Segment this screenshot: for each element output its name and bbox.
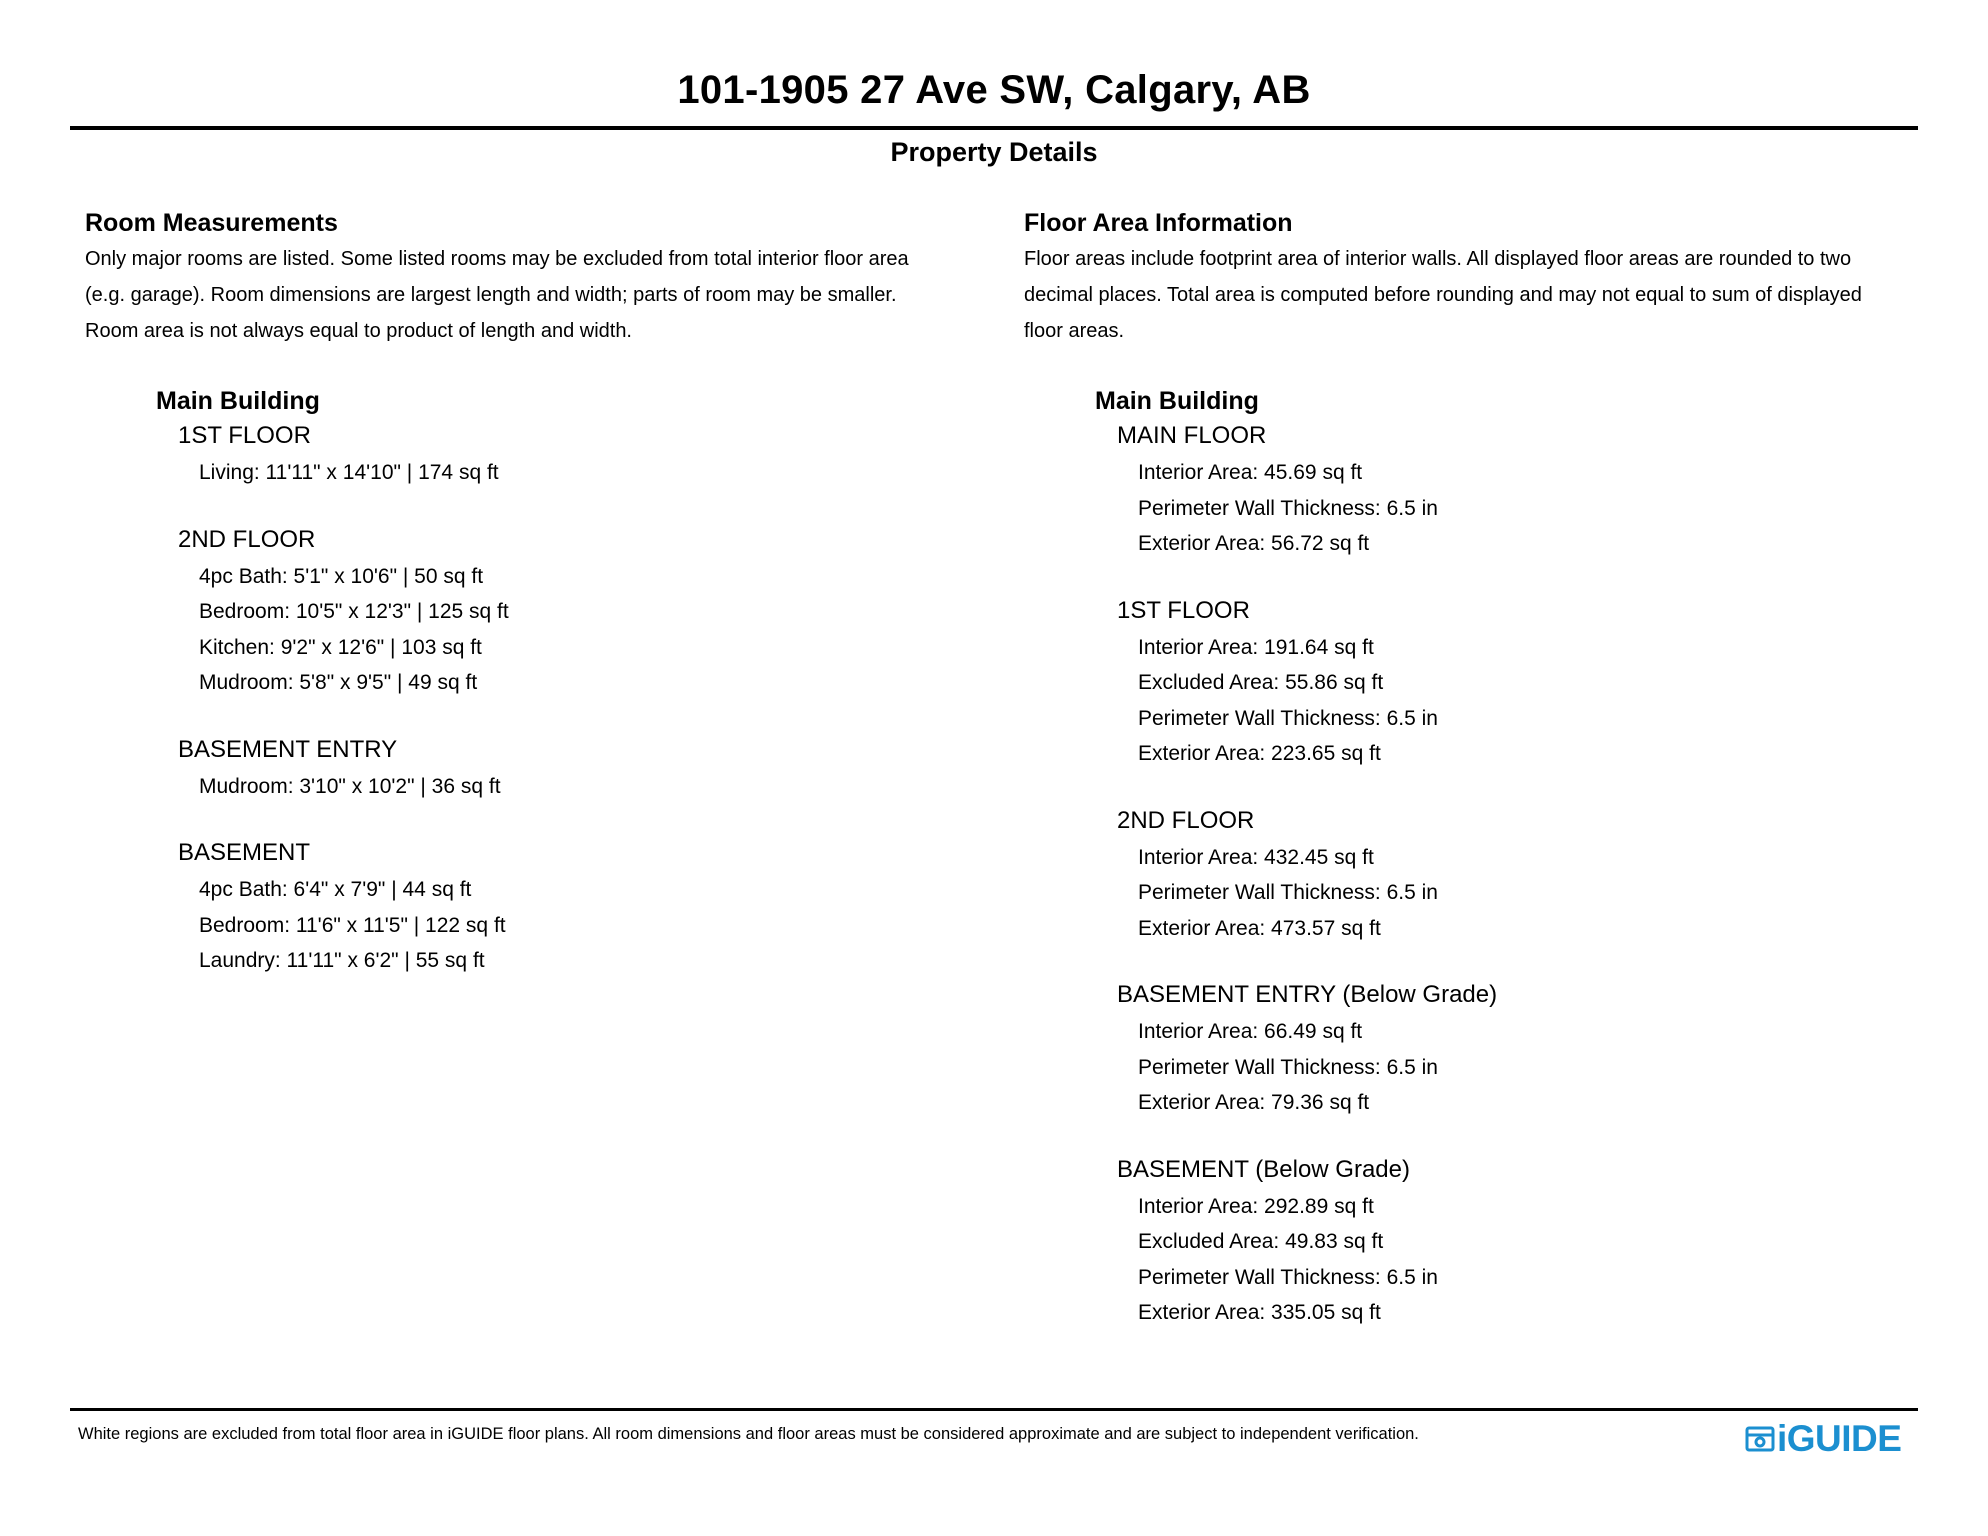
area-item: Perimeter Wall Thickness: 6.5 in — [1138, 1055, 1438, 1079]
floor-area-section — [1024, 207, 1944, 1331]
area-item: Perimeter Wall Thickness: 6.5 in — [1138, 1265, 1438, 1289]
area-item: Exterior Area: 223.65 sq ft — [1138, 742, 1381, 765]
building-title: Main Building — [1095, 387, 1259, 415]
area-item: Interior Area: 191.64 sq ft — [1138, 635, 1374, 659]
description-line: floor areas. — [1024, 320, 1125, 342]
floor-name: 1ST FLOOR — [1117, 596, 1250, 624]
area-item: Interior Area: 432.45 sq ft — [1138, 845, 1374, 869]
floor-group — [178, 417, 1025, 491]
building-title: Main Building — [156, 387, 320, 415]
iguide-logo — [1745, 1418, 1901, 1460]
iguide-logo-text: iGUIDE — [1777, 1418, 1902, 1459]
area-item: Excluded Area: 49.83 sq ft — [1138, 1230, 1384, 1253]
area-item: Exterior Area: 79.36 sq ft — [1138, 1091, 1370, 1114]
room-measurements-description — [85, 241, 1025, 349]
floor-group — [1117, 976, 1944, 1121]
floor-name: BASEMENT (Below Grade) — [1117, 1155, 1410, 1183]
header-divider — [70, 126, 1918, 130]
room-measurements-heading: Room Measurements — [85, 209, 338, 237]
floor-name: BASEMENT ENTRY — [178, 735, 398, 763]
area-item: Interior Area: 66.49 sq ft — [1138, 1020, 1363, 1043]
room-item: Living: 11'11" x 14'10" | 174 sq ft — [199, 461, 499, 484]
floor-name: 1ST FLOOR — [178, 422, 311, 449]
floor-name: BASEMENT ENTRY (Below Grade) — [1117, 981, 1498, 1008]
building-block — [156, 385, 1025, 979]
floor-group — [1117, 1151, 1944, 1331]
floor-group — [178, 834, 1025, 979]
floor-group — [1117, 592, 1944, 772]
floor-group — [178, 521, 1025, 701]
room-item: Bedroom: 10'5" x 12'3" | 125 sq ft — [199, 600, 509, 623]
page-title: 101-1905 27 Ave SW, Calgary, AB — [677, 68, 1311, 112]
area-item: Exterior Area: 335.05 sq ft — [1138, 1301, 1381, 1324]
description-line: Floor areas include footprint area of interior walls. All displayed floor areas are rounded to two — [1024, 248, 1852, 270]
description-line: (e.g. garage). Room dimensions are largest length and width; parts of room may be smaller. — [85, 284, 897, 306]
room-item: 4pc Bath: 6'4" x 7'9" | 44 sq ft — [199, 878, 472, 901]
area-item: Exterior Area: 473.57 sq ft — [1138, 916, 1381, 940]
floor-name: BASEMENT — [178, 839, 311, 866]
floor-group — [1117, 802, 1944, 947]
floor-name: 2ND FLOOR — [1117, 806, 1255, 834]
area-item: Perimeter Wall Thickness: 6.5 in — [1138, 496, 1438, 520]
area-item: Perimeter Wall Thickness: 6.5 in — [1138, 706, 1438, 730]
floor-name: 2ND FLOOR — [178, 525, 316, 553]
room-item: Kitchen: 9'2" x 12'6" | 103 sq ft — [199, 635, 482, 659]
description-line: Only major rooms are listed. Some listed rooms may be excluded from total interior floor area — [85, 248, 909, 270]
room-item: Mudroom: 3'10" x 10'2" | 36 sq ft — [199, 774, 501, 798]
building-block — [1095, 385, 1944, 1331]
room-item: 4pc Bath: 5'1" x 10'6" | 50 sq ft — [199, 564, 484, 588]
page-subtitle: Property Details — [890, 137, 1098, 167]
room-item: Bedroom: 11'6" x 11'5" | 122 sq ft — [199, 913, 506, 937]
floor-name: MAIN FLOOR — [1117, 422, 1267, 449]
floor-area-heading: Floor Area Information — [1024, 209, 1293, 237]
area-item: Perimeter Wall Thickness: 6.5 in — [1138, 881, 1438, 904]
floor-area-description — [1024, 241, 1944, 349]
floor-group — [178, 731, 1025, 805]
room-measurements-section — [85, 207, 1025, 979]
description-line: Room area is not always equal to product of length and width. — [85, 320, 632, 342]
area-item: Interior Area: 45.69 sq ft — [1138, 461, 1363, 484]
room-item: Laundry: 11'11" x 6'2" | 55 sq ft — [199, 949, 485, 972]
description-line: decimal places. Total area is computed before rounding and may not equal to sum of displayed — [1024, 284, 1862, 306]
area-item: Exterior Area: 56.72 sq ft — [1138, 532, 1370, 555]
floor-group — [1117, 417, 1944, 562]
area-item: Excluded Area: 55.86 sq ft — [1138, 671, 1384, 694]
footer-disclaimer: White regions are excluded from total floor area in iGUIDE floor plans. All room dimensions and floor areas must be considered approximate and are subject to independent verification. — [78, 1425, 1419, 1443]
area-item: Interior Area: 292.89 sq ft — [1138, 1194, 1374, 1218]
footer-divider — [70, 1408, 1918, 1411]
iguide-logo-icon — [1745, 1424, 1775, 1454]
room-item: Mudroom: 5'8" x 9'5" | 49 sq ft — [199, 671, 478, 694]
